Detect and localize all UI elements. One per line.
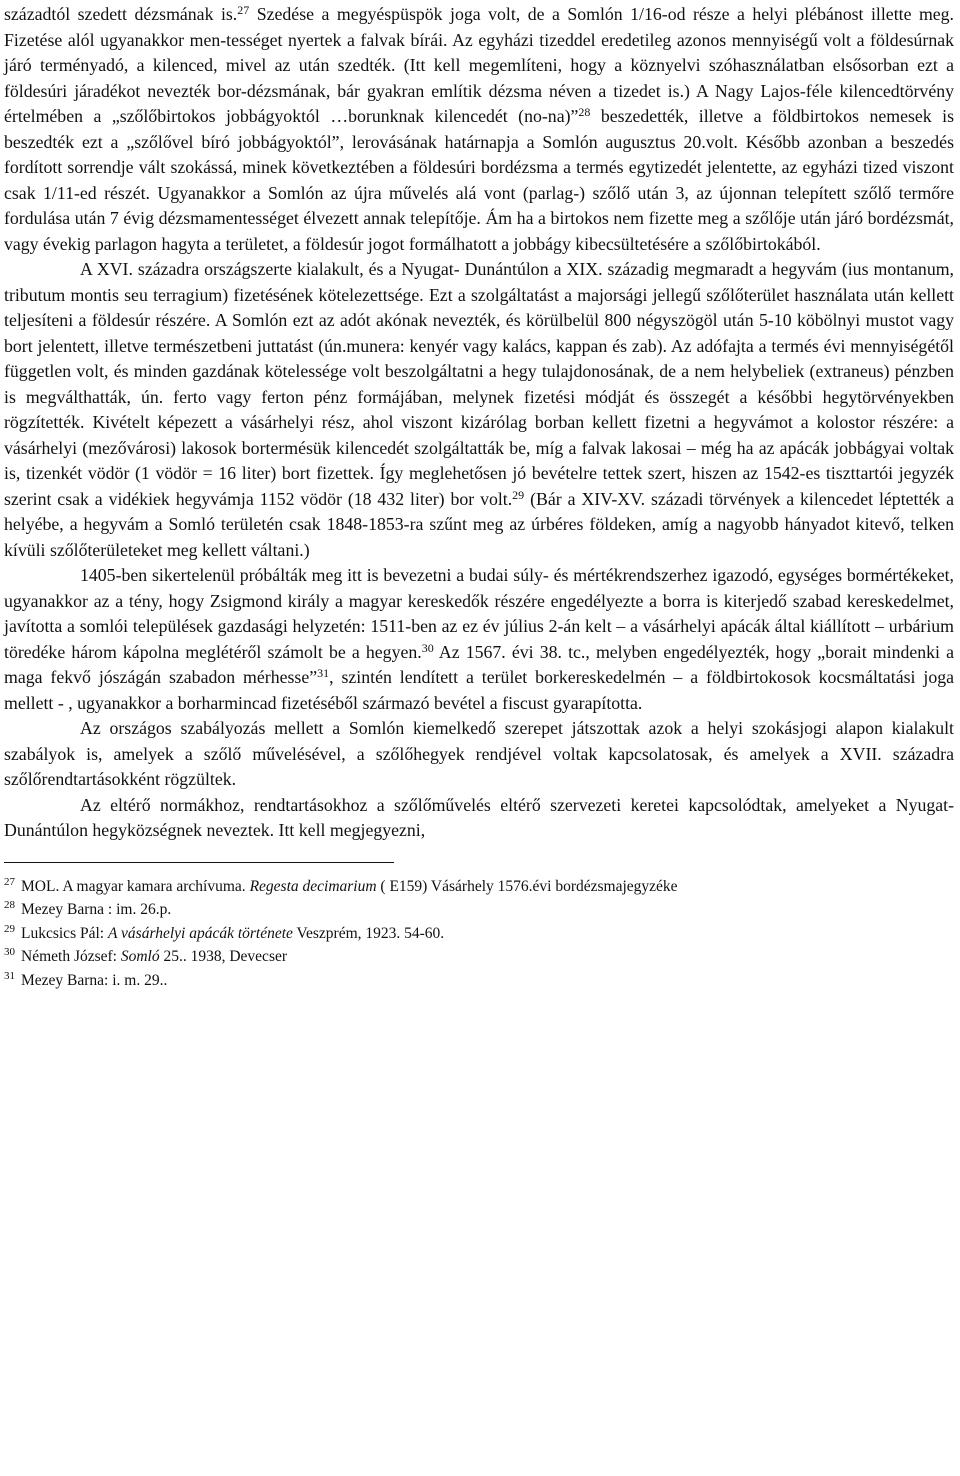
body-text bbox=[4, 0, 954, 844]
footnote bbox=[4, 898, 954, 922]
footnote-number: 31 bbox=[4, 969, 15, 982]
footnote-ref: 31 bbox=[317, 666, 330, 680]
footnote-number: 29 bbox=[4, 922, 15, 935]
text-run: Mezey Barna: i. m. 29.. bbox=[21, 971, 168, 989]
footnote bbox=[4, 945, 954, 969]
footnote bbox=[4, 969, 954, 993]
footnote bbox=[4, 922, 954, 946]
paragraph bbox=[4, 257, 954, 563]
text-run: Az 1567. évi 38. tc., melyben engedélyezték, hogy „borait mindenki a maga fekvő jószágán szabadon mérhesse” bbox=[4, 641, 955, 687]
italic-title: Somló bbox=[120, 948, 160, 965]
paragraph bbox=[4, 2, 954, 257]
text-run: Lukcsics Pál: bbox=[21, 924, 108, 942]
text-run: Mezey Barna : im. 26.p. bbox=[21, 901, 172, 918]
text-run: (Bár a XIV-XV. századi törvények a kilencedet léptették a helyébe, a hegyvám a Somló területén csak 1848-1853-ra szűnt meg az úrbéres földeken, amíg a nagyobb hányadot kitevő, telken kívüli szőlőterületeket meg kellett váltani.) bbox=[4, 488, 954, 560]
text-run: , szintén lendített a terület borkereskedelmén – a földbirtokosok kocsmáltatási joga mellett - , ugyanakkor a borharmincad fizetéséből származó bevétel a fiscust gyarapította. bbox=[4, 667, 954, 713]
footnote-separator bbox=[4, 862, 394, 863]
text-run: Szedése a megyéspüspök joga volt, de a Somlón 1/16-od része a helyi plébánost illette meg. Fizetése alól ugyanakkor men-tességet nyertek a falvak bírái. Az egyházi tizeddel eredetileg azonos mennyiségű volt a földesúrnak járó terményadó, a kilenced, mivel az után szedték. (Itt kell megemlíteni, hogy a köznyelvi szóhasználatban elsősorban ezt a földesúri járadékot nevezték bor-dézsmának, bár gyakran említik dézsma néven a tizedet is.) A Nagy Lajos-féle kilencedtörvény értelmében a „szőlőbirtokos jobbágyoktól …borunknak kilencedét (no-na)” bbox=[4, 4, 954, 126]
italic-title: A vásárhelyi apácák története bbox=[107, 924, 293, 942]
paragraph bbox=[4, 563, 954, 716]
text-run: Veszprém, 1923. 54-60. bbox=[292, 924, 445, 942]
text-run: századtól szedett dézsmának is. bbox=[4, 4, 238, 24]
text-run: 1405-ben sikertelenül próbálták meg itt is bevezetni a budai súly- és mértékrendszerhez igazodó, egységes bormértékeket, ugyanakkor az a tény, hogy Zsigmond király a magyar kereskedők részére engedélyezte a borra is kiterjedő szabad kereskedelmet, javította a somlói települések gazdasági helyzetén: 1511-ben az ez év július 2-án kelt – a vásárhelyi apácák által kiállított – urbárium töredéke három kápolna meglétéről számolt be a hegyen. bbox=[4, 565, 954, 662]
footnote-number: 30 bbox=[4, 946, 15, 958]
text-run: Németh József: bbox=[21, 948, 121, 965]
footnote-ref: 29 bbox=[512, 487, 525, 502]
text-run: Az eltérő normákhoz, rendtartásokhoz a szőlőművelés eltérő szervezeti keretei kapcsolódtak, amelyeket a Nyugat-Dunántúlon hegyközségnek neveztek. Itt kell megjegyezni, bbox=[4, 794, 954, 840]
text-run: Az országos szabályozás mellett a Somlón kiemelkedő szerepet játszottak azok a helyi szokásjogi alapon kialakult szabályok is, amelyek a szőlő művelésével, a szőlőhegyek rendjével voltak kapcsolatosak, és amelyek a XVII. századra szőlőrendtartásokként rögzültek. bbox=[4, 718, 954, 789]
footnotes bbox=[4, 875, 954, 993]
footnote-number: 28 bbox=[4, 899, 15, 911]
footnote-number: 27 bbox=[4, 875, 15, 888]
footnote-ref: 30 bbox=[421, 640, 434, 655]
italic-title: Regesta decimarium bbox=[249, 877, 377, 895]
text-run: beszedették, illetve a földbirtokos nemesek is beszedték ezt a „szőlővel bíró jobbágyoktól”, lerovásának határnapja a Somlón augusztus 20.volt. Később azonban a beszedés fordított sorrendje vált szokássá, minek következtében a földesúri bordézsma a termés egytizedét jelentette, az egyházi tized viszont csak 1/11-ed részét. Ugyanakkor a Somlón az újra művelés alá vont (parlag-) szőlő után 3, az újonnan telepített szőlő termőre fordulása után 7 évig dézsmamentességet élvezett annak telepítője. Ám ha a birtokos nem fizette meg a szőlője után járó bordézsmát, vagy évekig parlagon hagyta a területet, a földesúr jogot formálhatott a jobbágy kibecsültetésére a szőlőbirtokából. bbox=[4, 106, 954, 254]
paragraph bbox=[4, 716, 954, 793]
footnote bbox=[4, 875, 954, 899]
text-run: ( E159) Vásárhely 1576.évi bordézsmajegyzéke bbox=[376, 877, 678, 895]
text-run: A XVI. századra országszerte kialakult, és a Nyugat- Dunántúlon a XIX. századig megmaradt a hegyvám (ius montanum, tributum montis seu terragium) fizetésének kötelezettsége. Ezt a szolgáltatást a majorsági jellegű szőlőterület használata után kellett teljesíteni a földesúr részére. A Somlón ezt az adót akónak nevezték, és körülbelül 800 négyszögöl után 5-10 köbölnyi mustot vagy bort jelentett, illetve természetbeni juttatást (ún.munera: kenyér vagy kalács, kappan és zab). Az adófajta a termés évi mennyiségétől független volt, és minden gazdának kötelessége volt beszolgáltatni a hegy tulajdonosának, de a nem helybeliek (extraneus) pénzben is megválthatták, ún. ferto vagy ferton pénz formájában, melynek fizetési módját és összegét a későbbi hegytörvényekben rögzítették. Kivételt képezett a vásárhelyi rész, ahol viszont kizárólag borban kellett fizetni a hegyvámot a kolostor részére: a vásárhelyi (mezővárosi) lakosok bortermésük kilencedét szolgáltatták be, míg a falvak lakosai – még ha az apácák jobbágyai voltak is, tizenkét vödör (1 vödör = 16 liter) bort fizettek. Így meglehetősen jó bevételre tettek szert, hiszen az 1542-es tiszttartói jegyzék szerint csak a vidékiek hegyvámja 1152 vödör (18 432 liter) bor volt. bbox=[4, 259, 954, 509]
footnote-ref: 28 bbox=[578, 105, 591, 119]
paragraph bbox=[4, 793, 954, 844]
footnote-ref: 27 bbox=[237, 3, 250, 17]
text-run: MOL. A magyar kamara archívuma. bbox=[21, 877, 250, 895]
text-run: 25.. 1938, Devecser bbox=[159, 948, 288, 965]
